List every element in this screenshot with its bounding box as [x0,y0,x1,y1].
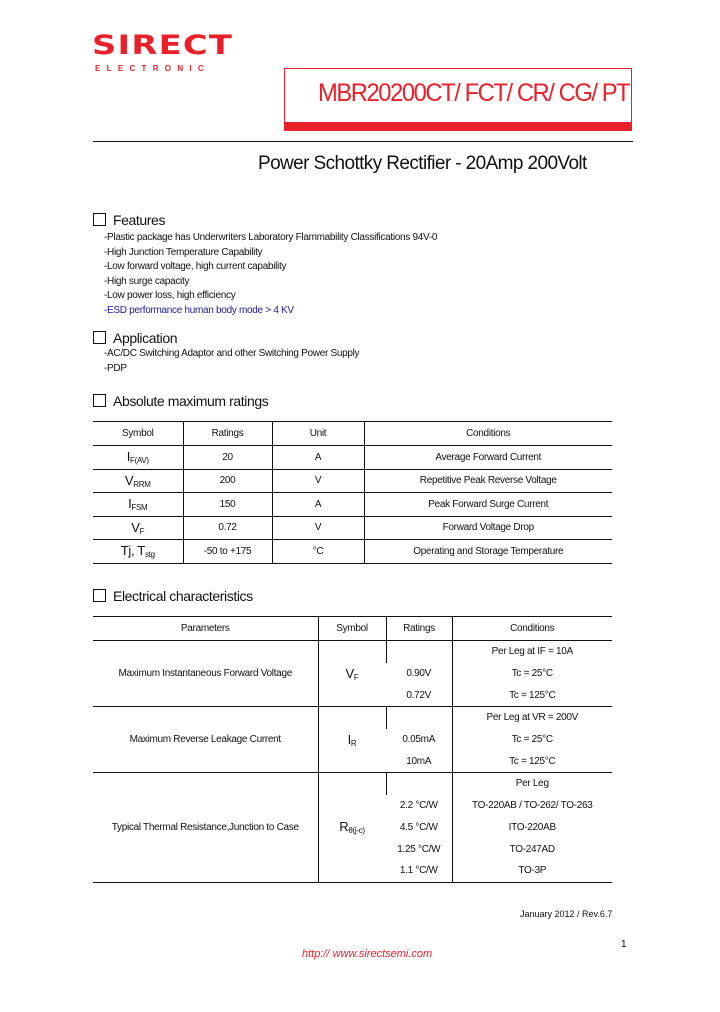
rating-cell [386,641,452,663]
rating-cell: 0.05mA [402,734,436,746]
table-row [93,641,612,663]
condition-cell: TO-3P [452,860,612,882]
elec-table [93,616,612,883]
feature-item: -High surge capacity [104,275,190,287]
rating-cell: 4.5 °C/W [399,821,438,833]
symbol-cell: $I_{FSM}$ [93,493,183,517]
column-header: Symbol [93,422,183,446]
rating-cell: 2.2 °C/W [399,800,438,812]
symbol-cell: $I_R$ [318,707,386,773]
application-heading: Application [93,330,177,346]
condition-cell: Forward Voltage Drop [364,516,612,540]
application-item: -PDP [104,362,127,374]
checkbox-icon [93,331,106,344]
feature-item: -Low forward voltage, high current capability [104,261,287,273]
column-header: Parameters [93,617,318,641]
unit-cell: A [272,446,364,470]
checkbox-icon [93,589,106,602]
rating-cell [386,707,452,729]
symbol-cell: $V_{RRM}$ [93,469,183,493]
condition-cell: ITO-220AB [452,817,612,839]
condition-cell: Per Leg at VR = 200V [452,707,612,729]
abs-max-table [93,421,612,564]
parameter-cell: Typical Thermal Resistance,Junction to Case [93,773,318,882]
title-accent-bar [284,122,632,131]
unit-cell: V [272,516,364,540]
condition-cell: Tc = 125°C [452,684,612,706]
symbol-cell: $V_F$ [318,641,386,707]
column-header: Unit [272,422,364,446]
symbol-cell: Tj, $T_{stg}$ [93,540,183,564]
unit-cell: °C [272,540,364,564]
website-link[interactable]: http:// www.sirectsemi.com [302,948,433,960]
rating-cell: 1.1 °C/W [386,860,452,882]
unit-cell: V [272,469,364,493]
checkbox-icon [93,213,106,226]
condition-cell: TO-247AD [452,838,612,860]
checkbox-icon [93,394,106,407]
table-row [93,540,612,564]
rating-cell: 0.72 [183,516,272,540]
abs-max-heading: Absolute maximum ratings [93,393,268,409]
column-header: Symbol [318,617,386,641]
page-number: 1 [621,939,627,950]
table-row [93,469,612,493]
condition-cell: Per Leg at IF = 10A [452,641,612,663]
symbol-cell: $R_{\theta(j-c)}$ [318,773,386,882]
parameter-cell: Maximum Instantaneous Forward Voltage [93,641,318,707]
table-row [93,516,612,540]
table-row [93,446,612,470]
condition-cell: Peak Forward Surge Current [364,493,612,517]
table-row [93,493,612,517]
condition-cell: TO-220AB / TO-262/ TO-263 [452,795,612,817]
rating-cell: 150 [183,493,272,517]
unit-cell: A [272,493,364,517]
feature-item: -Low power loss, high efficiency [104,290,236,302]
rating-cell: -50 to +175 [183,540,272,564]
application-item: -AC/DC Switching Adaptor and other Switching Power Supply [104,348,360,359]
brand-subtitle: ELECTRONIC [95,64,210,73]
rating-cell: 0.72V [386,684,452,706]
rating-cell: 200 [183,469,272,493]
table-row [93,707,612,729]
condition-cell: Tc = 25°C [452,663,612,685]
column-header: Conditions [452,617,612,641]
feature-item: -Plastic package has Underwriters Laboratory Flammability Classifications 94V-0 [104,232,438,243]
brand-logo: SIRECT [92,30,234,61]
condition-cell: Average Forward Current [364,446,612,470]
rating-cell: 0.90V [406,668,432,680]
condition-cell: Per Leg [452,773,612,795]
symbol-cell: $V_F$ [93,516,183,540]
product-subtitle: Power Schottky Rectifier - 20Amp 200Volt [258,153,587,174]
table-header-row [93,617,612,641]
condition-cell: Tc = 25°C [452,729,612,751]
rating-cell: 20 [183,446,272,470]
table-row [93,773,612,795]
header-divider [93,141,633,142]
column-header: Ratings [183,422,272,446]
feature-item: -High Junction Temperature Capability [104,246,263,258]
rating-cell: 10mA [386,750,452,772]
features-heading: Features [93,212,165,228]
column-header: Ratings [386,617,452,641]
condition-cell: Repetitive Peak Reverse Voltage [364,469,612,493]
table-header-row [93,422,612,446]
elec-heading: Electrical characteristics [93,588,253,604]
condition-cell: Operating and Storage Temperature [364,540,612,564]
column-header: Conditions [364,422,612,446]
feature-item-esd: -ESD performance human body mode > 4 KV [104,305,294,316]
condition-cell: Tc = 125°C [452,750,612,772]
parameter-cell: Maximum Reverse Leakage Current [93,707,318,773]
rating-cell [386,773,452,795]
symbol-cell: $I_{F(AV)}$ [93,446,183,470]
revision-date: January 2012 / Rev.6.7 [520,909,613,919]
rating-cell: 1.25 °C/W [397,843,441,855]
part-number: MBR20200CT/ FCT/ CR/ CG/ PT [318,79,630,107]
